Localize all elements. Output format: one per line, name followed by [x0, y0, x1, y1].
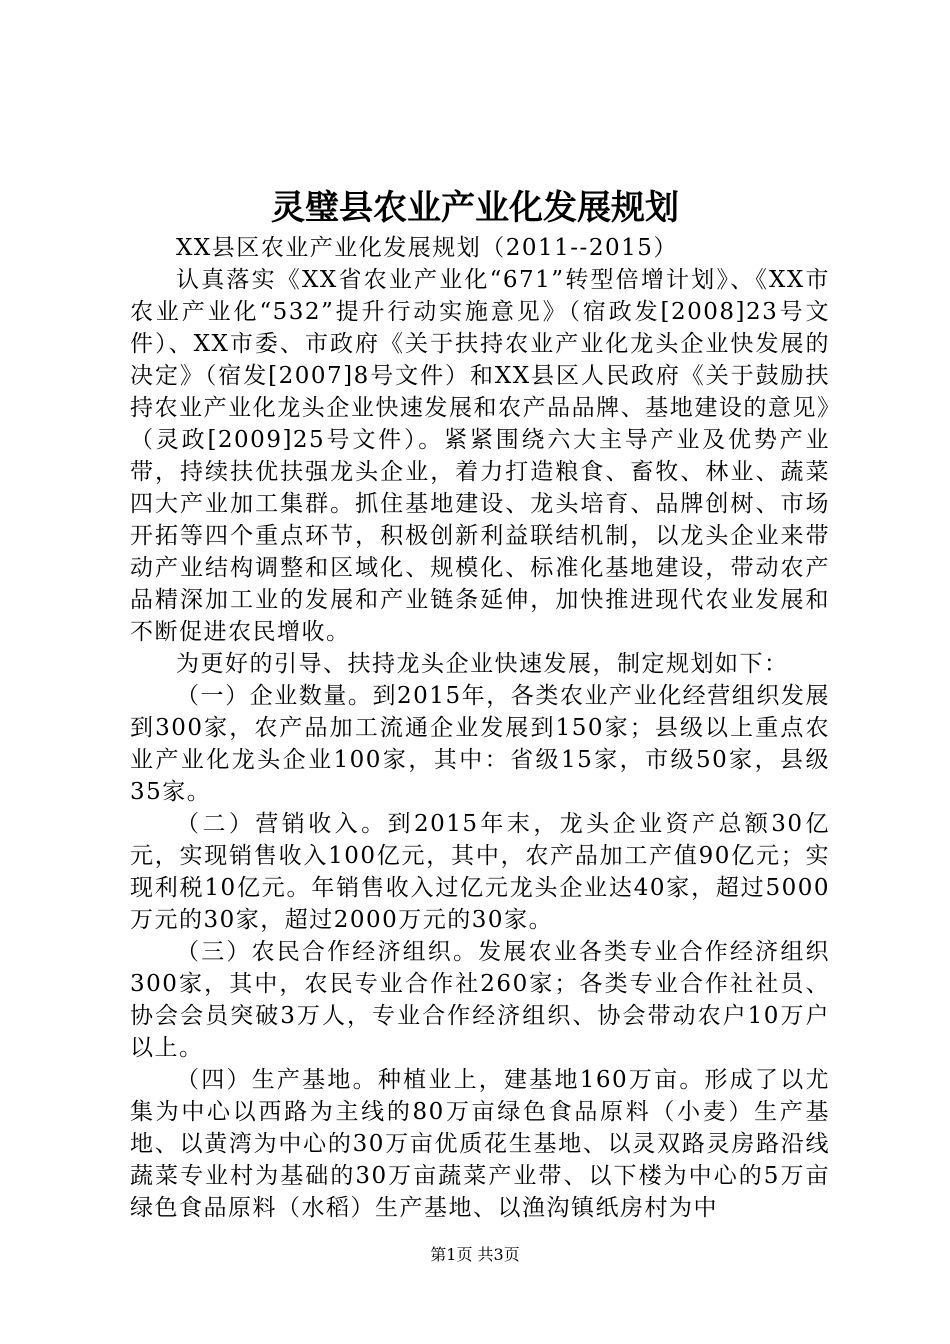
document-body: [130, 232, 830, 1224]
intro-paragraph: 认真落实《XX省农业产业化“671”转型倍增计划》、《XX市农业产业化“532”提升行动实施意见》（宿政发[2008]23号文件）、XX市委、市政府《关于扶持农业产业化龙头企业快发展的决定》（宿发[2007]8号文件）和XX县区人民政府《关于鼓励扶持农业产业化龙头企业快速发展和农产品品牌、基地建设的意见》（灵政[2009]25号文件）。紧紧围绕六大主导产业及优势产业带，持续扶优扶强龙头企业，着力打造粮食、畜牧、林业、蔬菜四大产业加工集群。抓住基地建设、龙头培育、品牌创树、市场开拓等四个重点环节，积极创新利益联结机制，以龙头企业来带动产业结构调整和区域化、规模化、标准化基地建设，带动农产品精深加工业的发展和产业链条延伸，加快推进现代农业发展和不断促进农民增收。: [130, 267, 830, 645]
section-enterprise-count: （一）企业数量。到2015年，各类农业产业化经营组织发展到300家，农产品加工流通企业发展到150家；县级以上重点农业产业化龙头企业100家，其中：省级15家，市级50家，县级35家。: [130, 683, 830, 805]
section-sales-income: （二）营销收入。到2015年末，龙头企业资产总额30亿元，实现销售收入100亿元，其中，农产品加工产值90亿元；实现利税10亿元。年销售收入过亿元龙头企业达40家，超过5000万元的30家，超过2000万元的30家。: [130, 811, 830, 933]
section-production-base: （四）生产基地。种植业上，建基地160万亩。形成了以尤集为中心以西路为主线的80万亩绿色食品原料（小麦）生产基地、以黄湾为中心的30万亩优质花生基地、以灵双路灵房路沿线蔬菜专业村为基础的30万亩蔬菜产业带、以下楼为中心的5万亩绿色食品原料（水稻）生产基地、以渔沟镇纸房村为中: [130, 1067, 830, 1221]
plan-lead-paragraph: 为更好的引导、扶持龙头企业快速发展，制定规划如下：: [176, 651, 789, 677]
section-cooperatives: （三）农民合作经济组织。发展农业各类专业合作经济组织300家，其中，农民专业合作社260家；各类专业合作社社员、协会会员突破3万人，专业合作经济组织、协会带动农户10万户以上。: [130, 939, 830, 1061]
page-footer: 第1页 共3页: [430, 1245, 520, 1264]
subtitle-paragraph: XX县区农业产业化发展规划（2011--2015）: [176, 235, 678, 261]
document-title: 灵璧县农业产业化发展规划: [271, 188, 679, 228]
